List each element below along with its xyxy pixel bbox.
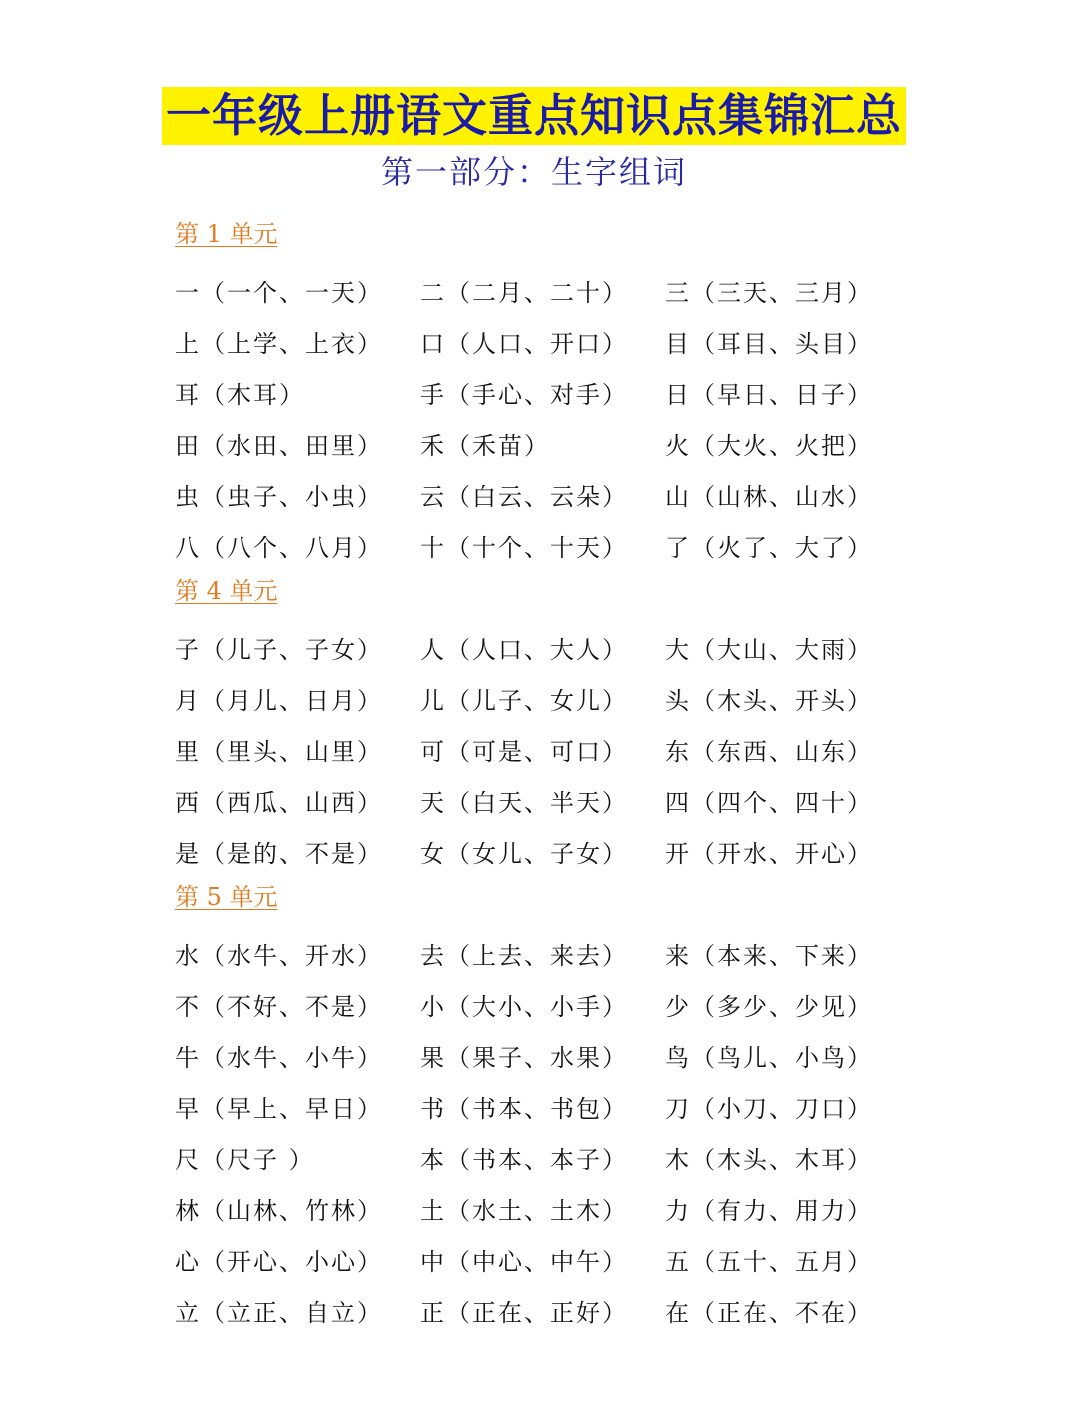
word-group: 正（正在、正好） [420,1299,628,1327]
unit-rows [175,622,935,877]
word-group: 耳（木耳） [175,381,305,409]
word-group: 少（多少、少见） [665,993,873,1021]
word-group: 早（早上、早日） [175,1095,383,1123]
table-row [175,622,935,673]
word-group: 牛（水牛、小牛） [175,1044,383,1072]
word-group: 女（女儿、子女） [420,840,628,868]
word-group: 小（大小、小手） [420,993,628,1021]
word-group: 天（白天、半天） [420,789,628,817]
word-group: 开（开水、开心） [665,840,873,868]
unit-rows [175,928,935,1336]
table-row [175,1183,935,1234]
word-group: 十（十个、十天） [420,534,628,562]
word-group: 木（木头、木耳） [665,1146,873,1174]
table-row [175,1030,935,1081]
word-group: 日（早日、日子） [665,381,873,409]
title-container [0,87,1068,145]
word-group: 上（上学、上衣） [175,330,383,358]
unit-1 [175,214,935,571]
word-group: 可（可是、可口） [420,738,628,766]
word-group: 五（五十、五月） [665,1248,873,1276]
word-group: 刀（小刀、刀口） [665,1095,873,1123]
word-group: 子（儿子、子女） [175,636,383,664]
table-row [175,979,935,1030]
table-row [175,1234,935,1285]
word-group: 儿（儿子、女儿） [420,687,628,715]
word-group: 口（人口、开口） [420,330,628,358]
word-group: 立（立正、自立） [175,1299,383,1327]
word-group: 土（水土、土木） [420,1197,628,1225]
unit-heading: 第 5 单元 [175,883,278,911]
table-row [175,418,935,469]
word-group: 鸟（鸟儿、小鸟） [665,1044,873,1072]
word-group: 在（正在、不在） [665,1299,873,1327]
table-row [175,469,935,520]
table-row [175,826,935,877]
table-row [175,265,935,316]
table-row [175,1285,935,1336]
table-row [175,724,935,775]
table-row [175,520,935,571]
word-group: 二（二月、二十） [420,279,628,307]
word-group: 云（白云、云朵） [420,483,628,511]
word-group: 本（书本、本子） [420,1146,628,1174]
unit-heading: 第 1 单元 [175,220,278,248]
table-row [175,673,935,724]
word-group: 山（山林、山水） [665,483,873,511]
table-row [175,1132,935,1183]
word-group: 去（上去、来去） [420,942,628,970]
table-row [175,367,935,418]
word-group: 虫（虫子、小虫） [175,483,383,511]
unit-rows [175,265,935,571]
word-group: 心（开心、小心） [175,1248,383,1276]
word-group: 月（月儿、日月） [175,687,383,715]
unit-4 [175,571,935,877]
table-row [175,1081,935,1132]
unit-5 [175,877,935,1336]
word-group: 水（水牛、开水） [175,942,383,970]
word-group: 了（火了、大了） [665,534,873,562]
word-group: 一（一个、一天） [175,279,383,307]
table-row [175,928,935,979]
word-group: 手（手心、对手） [420,381,628,409]
word-group: 尺（尺子 ） [175,1146,315,1174]
word-group: 八（八个、八月） [175,534,383,562]
table-row [175,316,935,367]
table-row [175,775,935,826]
word-group: 目（耳目、头目） [665,330,873,358]
page-subtitle: 第一部分：生字组词 [380,153,687,191]
word-group: 四（四个、四十） [665,789,873,817]
word-group: 不（不好、不是） [175,993,383,1021]
word-group: 东（东西、山东） [665,738,873,766]
word-group: 力（有力、用力） [665,1197,873,1225]
word-group: 大（大山、大雨） [665,636,873,664]
word-group: 田（水田、田里） [175,432,383,460]
word-group: 来（本来、下来） [665,942,873,970]
word-group: 三（三天、三月） [665,279,873,307]
word-group: 林（山林、竹林） [175,1197,383,1225]
word-group: 禾（禾苗） [420,432,550,460]
word-group: 中（中心、中午） [420,1248,628,1276]
word-group: 头（木头、开头） [665,687,873,715]
word-group: 里（里头、山里） [175,738,383,766]
word-group: 西（西瓜、山西） [175,789,383,817]
word-group: 书（书本、书包） [420,1095,628,1123]
unit-heading: 第 4 单元 [175,577,278,605]
word-group: 火（大火、火把） [665,432,873,460]
word-group: 人（人口、大人） [420,636,628,664]
word-group: 果（果子、水果） [420,1044,628,1072]
page-title: 一年级上册语文重点知识点集锦汇总 [162,87,906,145]
units-list [175,214,935,1336]
word-group: 是（是的、不是） [175,840,383,868]
